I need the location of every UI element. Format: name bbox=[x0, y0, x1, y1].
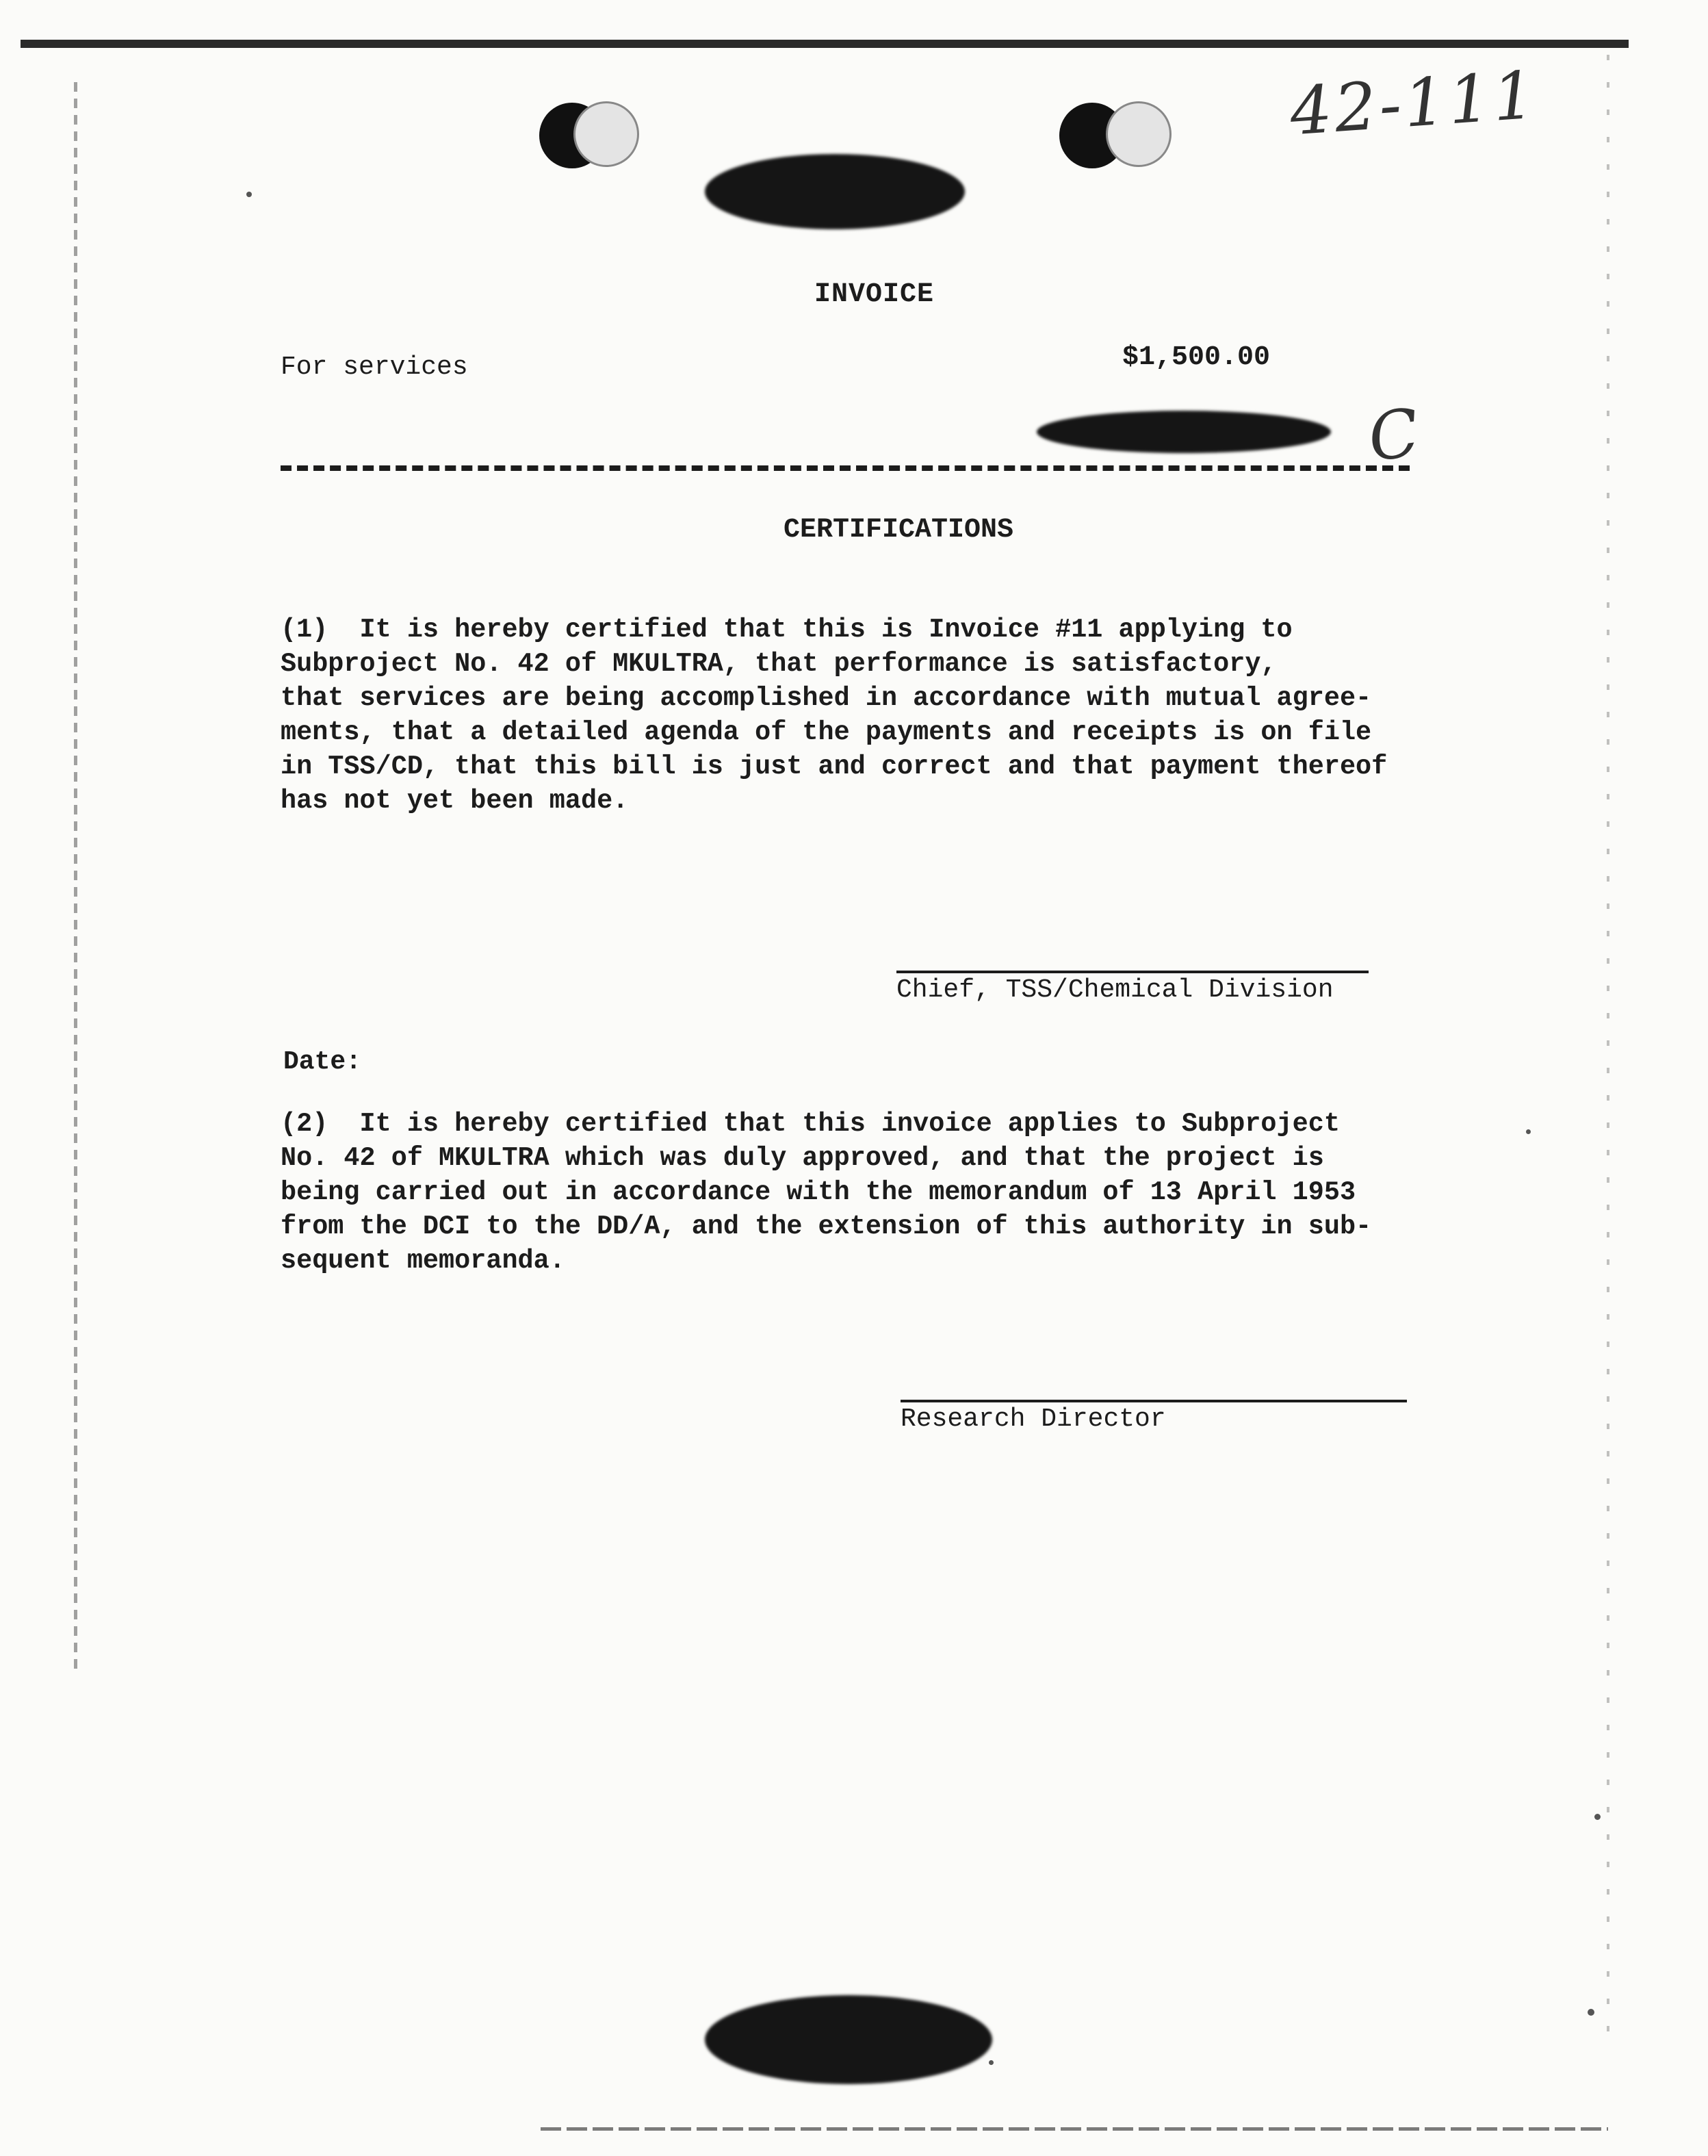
scan-speck bbox=[1526, 1129, 1531, 1134]
bottom-scan-edge bbox=[541, 2127, 1608, 2131]
scan-speck bbox=[246, 192, 252, 197]
certification-paragraph-2: (2) It is hereby certified that this invoice applies to Subproject No. 42 of MKULTRA which was duly approved, and that the project is being carried out in accordance with the memorandum of 13 April 1953 from the DCI to the DD/A, and the extension of this authority in sub- sequent memoranda. bbox=[281, 1109, 1372, 1276]
handwritten-mark: C bbox=[1363, 394, 1424, 477]
certifications-heading: CERTIFICATIONS bbox=[784, 515, 1014, 546]
redaction-header-right bbox=[1037, 411, 1331, 453]
right-scan-edge bbox=[1607, 55, 1609, 2040]
redaction-top bbox=[705, 154, 965, 229]
signature-line-1 bbox=[896, 971, 1369, 973]
handwritten-reference-number: 42-111 bbox=[1287, 56, 1540, 151]
signatory-1-label: Chief, TSS/Chemical Division bbox=[896, 975, 1334, 1005]
redaction-bottom bbox=[705, 1995, 992, 2084]
scan-speck bbox=[989, 2060, 994, 2065]
signatory-2-label: Research Director bbox=[901, 1404, 1166, 1434]
dashed-divider bbox=[281, 465, 1410, 471]
page-top-border bbox=[21, 40, 1629, 48]
services-amount: $1,500.00 bbox=[1122, 342, 1271, 373]
signature-line-2 bbox=[901, 1400, 1407, 1402]
left-binding-edge bbox=[74, 82, 77, 1670]
scan-speck bbox=[1594, 1814, 1601, 1820]
date-label: Date: bbox=[283, 1047, 362, 1077]
certification-paragraph-1: (1) It is hereby certified that this is Invoice #11 applying to Subproject No. 42 of MKULTRA, that performance is satisfactory, that services are being accomplished in accordance with mutual agree- ments, that a detailed agenda of the payments and receipts is on file in TSS/CD, that this bill is just and correct and that payment thereof has not yet been made. bbox=[281, 615, 1388, 816]
punch-hole-right-light bbox=[1106, 101, 1172, 167]
services-label: For services bbox=[281, 352, 468, 382]
scan-speck bbox=[1588, 2009, 1594, 2016]
punch-hole-left-light bbox=[573, 101, 639, 167]
page-title: INVOICE bbox=[814, 279, 935, 310]
